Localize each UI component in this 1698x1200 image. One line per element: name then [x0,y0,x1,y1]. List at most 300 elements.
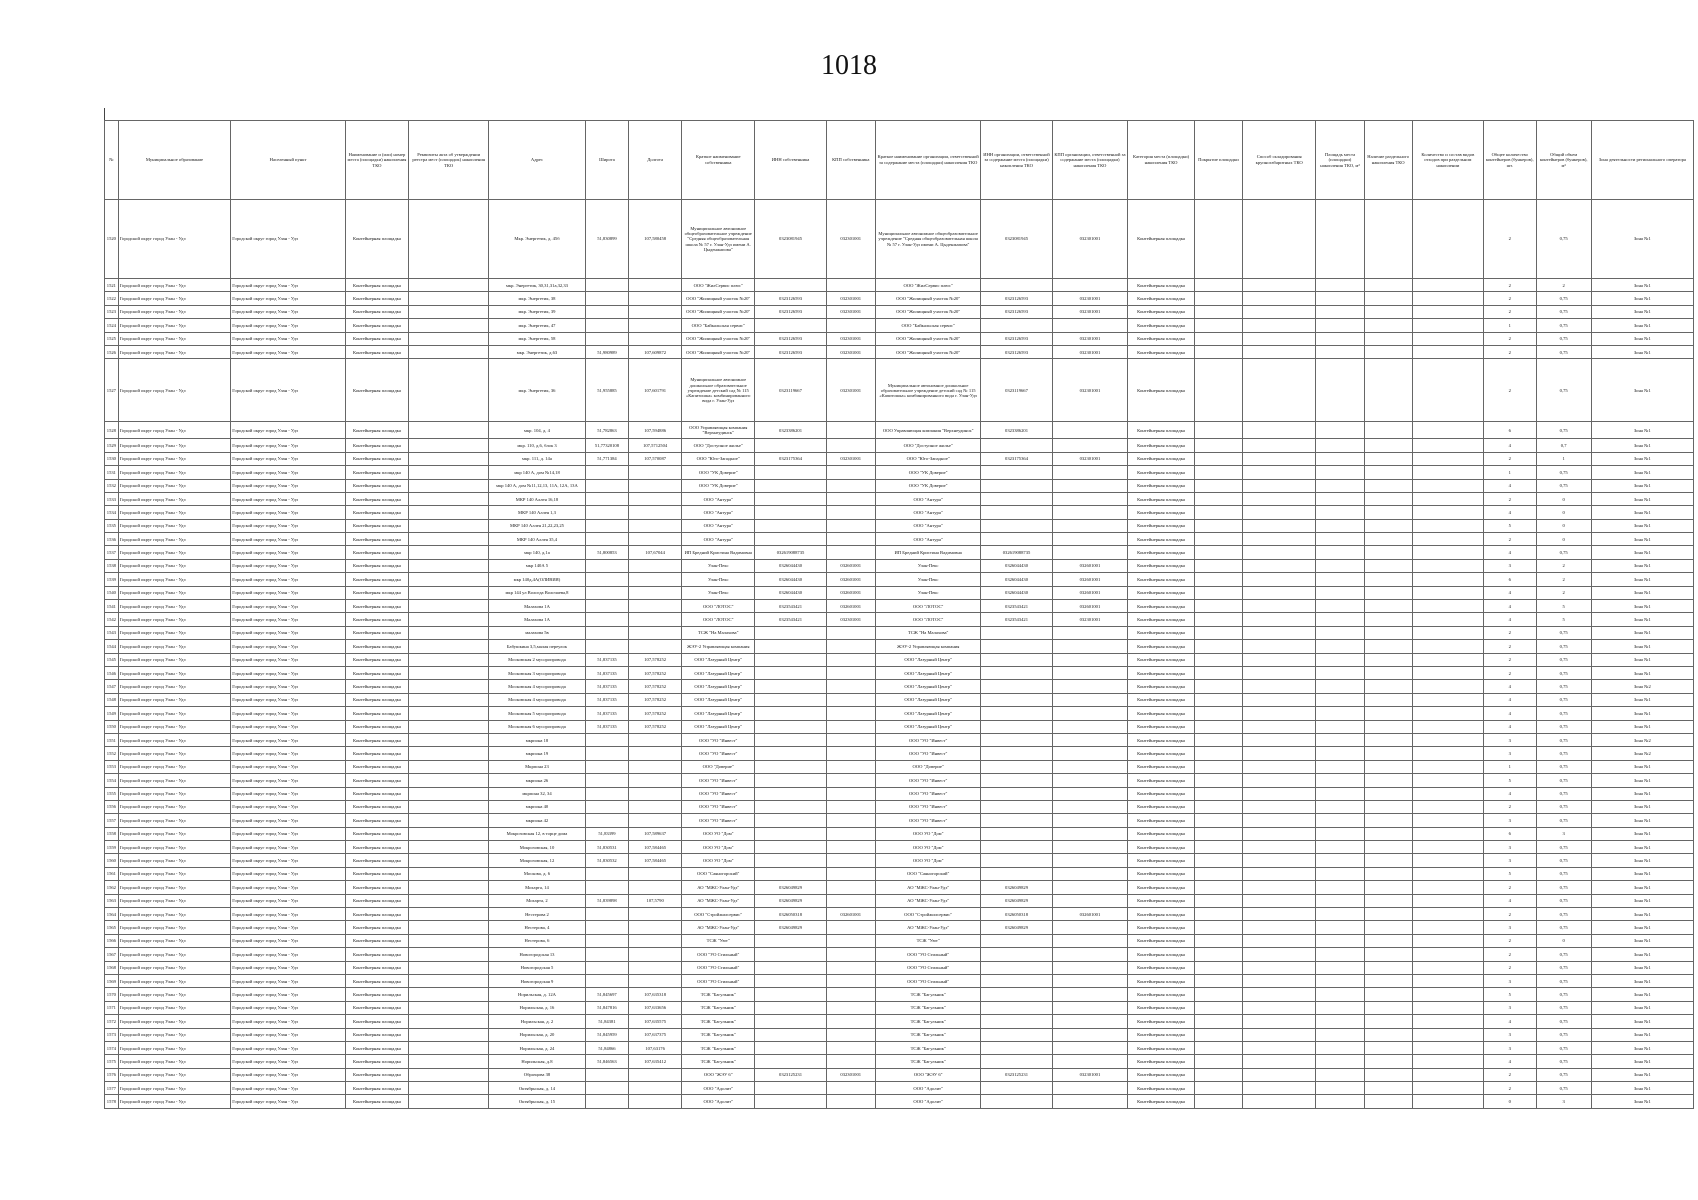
cell-oinn [755,319,826,332]
cell-cnt: 4 [1483,506,1536,519]
cell-bulk [1242,948,1315,961]
cell-cnt: 6 [1483,827,1536,840]
cell-oinn [755,653,826,666]
cell-vol: 5 [1536,600,1591,613]
cell-sep [1364,733,1412,746]
cell-cover [1194,707,1242,720]
cell-np: Городской округ город Улан - Удэ [231,319,346,332]
cell-np: Городской округ город Улан - Удэ [231,200,346,279]
cell-bulk [1242,466,1315,479]
cell-act [409,573,489,586]
cell-mo: Городской округ город Улан - Удэ [118,921,230,934]
cell-addr: мкр. Энергетик, 58 [489,332,585,345]
cell-cat: Контейнерная площадка [1128,613,1195,626]
cell-addr: Мокрозовская, 12 [489,854,585,867]
cell-cat: Контейнерная площадка [1128,974,1195,987]
cell-okpp [826,533,875,546]
cell-act [409,720,489,733]
cell-n: 1557 [105,814,119,827]
cell-cnt: 5 [1483,519,1536,532]
cell-lon [629,319,682,332]
cell-act [409,800,489,813]
cell-zone: Зона №1 [1591,533,1693,546]
cell-kinds [1412,747,1483,760]
cell-area [1316,600,1364,613]
cell-mo: Городской округ город Улан - Удэ [118,666,230,679]
cell-addr: Норильская, д. 24 [489,1041,585,1054]
cell-cat: Контейнерная площадка [1128,479,1195,492]
cell-cover [1194,814,1242,827]
cell-bulk [1242,908,1315,921]
cell-np: Городской округ город Улан - Удэ [231,519,346,532]
cell-area [1316,1041,1364,1054]
cell-oinn [755,693,826,706]
cell-addr: Норильская, д. 20 [489,1028,585,1041]
cell-kpp [1052,319,1128,332]
cell-cat: Контейнерная площадка [1128,439,1195,452]
cell-inn [981,961,1052,974]
cell-cnt: 1 [1483,319,1536,332]
cell-inn [981,787,1052,800]
cell-lon [629,533,682,546]
cell-mo: Городской округ город Улан - Удэ [118,747,230,760]
cell-cover [1194,733,1242,746]
cell-lon: 107,584465 [629,841,682,854]
cell-okpp: 032601001 [826,573,875,586]
cell-okpp [826,439,875,452]
cell-oinn: 0323386201 [755,422,826,439]
cell-lon [629,586,682,599]
cell-zone: Зона №1 [1591,787,1693,800]
cell-bulk [1242,666,1315,679]
cell-bulk [1242,881,1315,894]
cell-lon [629,305,682,318]
cell-act [409,1082,489,1095]
cell-bulk [1242,1015,1315,1028]
cell-lat: 51,980989 [585,345,629,358]
cell-kinds [1412,345,1483,358]
table-row [105,908,1694,921]
cell-addr: мкр. Энергетик, 38 [489,292,585,305]
cell-vol: 0,75 [1536,666,1591,679]
cell-inn: 0326044430 [981,586,1052,599]
table-row [105,894,1694,907]
cell-okpp [826,1055,875,1068]
cell-vol: 0,75 [1536,841,1591,854]
table-row [105,948,1694,961]
cell-org: ООО "Лазурный Центр" [875,666,981,679]
cell-sep [1364,841,1412,854]
table-row [105,921,1694,934]
cell-cat: Контейнерная площадка [1128,921,1195,934]
cell-act [409,506,489,519]
cell-kpp [1052,733,1128,746]
cell-sep [1364,359,1412,422]
cell-np: Городской округ город Улан - Удэ [231,948,346,961]
cell-kinds [1412,974,1483,987]
cell-bulk [1242,800,1315,813]
cell-name: Контейнерная площадка [345,827,408,840]
cell-cat: Контейнерная площадка [1128,200,1195,279]
cell-org: ООО "Лазурный Центр" [875,680,981,693]
cell-oinn [755,279,826,292]
cell-addr: Московская 6 мусоропровода [489,720,585,733]
cell-lon [629,292,682,305]
cell-n: 1571 [105,1001,119,1014]
cell-cnt: 4 [1483,720,1536,733]
cell-cat: Контейнерная площадка [1128,1028,1195,1041]
cell-n: 1563 [105,894,119,907]
cell-inn [981,733,1052,746]
cell-addr: Октябрьская, д. 14 [489,1082,585,1095]
cell-oinn [755,814,826,827]
cell-cnt: 4 [1483,546,1536,559]
cell-lat: 51,845697 [585,988,629,1001]
cell-area [1316,492,1364,505]
cell-act [409,319,489,332]
cell-kinds [1412,787,1483,800]
cell-oinn [755,533,826,546]
cell-bulk [1242,586,1315,599]
cell-lat [585,640,629,653]
cell-org: ООО "Доверие" [875,760,981,773]
cell-cat: Контейнерная площадка [1128,600,1195,613]
table-row [105,774,1694,787]
cell-cover [1194,519,1242,532]
cell-vol: 0,75 [1536,720,1591,733]
cell-mo: Городской округ город Улан - Удэ [118,1015,230,1028]
column-header: Наименование и (или) номер места (площадки) накопления ТКО [345,121,408,200]
cell-kpp [1052,934,1128,947]
cell-sep [1364,466,1412,479]
table-row [105,787,1694,800]
cell-kpp [1052,422,1128,439]
cell-name: Контейнерная площадка [345,479,408,492]
cell-sep [1364,854,1412,867]
cell-name: Контейнерная площадка [345,948,408,961]
cell-oinn: 032619088735 [755,546,826,559]
cell-owner: ООО "Антура" [682,519,755,532]
cell-inn: 0323081945 [981,200,1052,279]
table-row [105,1068,1694,1081]
cell-mo: Городской округ город Улан - Удэ [118,1068,230,1081]
cell-okpp [826,827,875,840]
cell-org: ООО "Адолит" [875,1095,981,1108]
cell-cover [1194,466,1242,479]
cell-vol: 0,75 [1536,974,1591,987]
cell-cat: Контейнерная площадка [1128,841,1195,854]
cell-lat [585,948,629,961]
cell-okpp [826,854,875,867]
cell-act [409,814,489,827]
cell-np: Городской округ город Улан - Удэ [231,827,346,840]
cell-vol: 0,75 [1536,332,1591,345]
cell-oinn [755,974,826,987]
cell-act [409,519,489,532]
cell-cover [1194,934,1242,947]
cell-sep [1364,279,1412,292]
cell-vol: 0,75 [1536,653,1591,666]
cell-kpp [1052,1082,1128,1095]
cell-cat: Контейнерная площадка [1128,1055,1195,1068]
cell-np: Городской округ город Улан - Удэ [231,1068,346,1081]
column-header: Наличие раздельного накопления ТКО [1364,121,1412,200]
cell-area [1316,666,1364,679]
cell-cnt: 4 [1483,680,1536,693]
cell-zone: Зона №1 [1591,1028,1693,1041]
cell-bulk [1242,292,1315,305]
cell-n: 1550 [105,720,119,733]
cell-inn [981,1001,1052,1014]
cell-kpp [1052,519,1128,532]
cell-mo: Городской округ город Улан - Удэ [118,787,230,800]
cell-oinn: 0323543421 [755,613,826,626]
table-row [105,640,1694,653]
cell-area [1316,1095,1364,1108]
cell-lon: 107,609872 [629,345,682,358]
cell-vol: 0,75 [1536,800,1591,813]
cell-cover [1194,1068,1242,1081]
cell-kinds [1412,1082,1483,1095]
cell-addr: Московская 4 мусоропровода [489,680,585,693]
cell-vol: 0,75 [1536,774,1591,787]
table-row [105,452,1694,465]
cell-np: Городской округ город Улан - Удэ [231,867,346,880]
cell-okpp [826,626,875,639]
cell-cnt: 2 [1483,881,1536,894]
cell-act [409,586,489,599]
cell-lon [629,961,682,974]
cell-area [1316,1055,1364,1068]
cell-cat: Контейнерная площадка [1128,586,1195,599]
cell-cat: Контейнерная площадка [1128,452,1195,465]
cell-zone: Зона №1 [1591,345,1693,358]
cell-act [409,680,489,693]
cell-cnt: 2 [1483,666,1536,679]
cell-np: Городской округ город Улан - Удэ [231,908,346,921]
cell-np: Городской округ город Улан - Удэ [231,292,346,305]
cell-cnt: 3 [1483,1041,1536,1054]
cell-cnt: 0 [1483,1095,1536,1108]
cell-owner: ТСЖ "Багульник" [682,1055,755,1068]
cell-zone: Зона №1 [1591,707,1693,720]
cell-kinds [1412,881,1483,894]
cell-cover [1194,787,1242,800]
cell-act [409,908,489,921]
cell-kinds [1412,988,1483,1001]
table-row [105,422,1694,439]
cell-kpp [1052,666,1128,679]
cell-lon [629,279,682,292]
cell-area [1316,827,1364,840]
cell-oinn [755,666,826,679]
cell-np: Городской округ город Улан - Удэ [231,533,346,546]
cell-act [409,359,489,422]
cell-cover [1194,854,1242,867]
cell-addr: Московская 4 мусоропровода [489,693,585,706]
cell-addr: мкр. Энергетик, 36 [489,359,585,422]
cell-cover [1194,613,1242,626]
cell-kinds [1412,305,1483,318]
cell-np: Городской округ город Улан - Удэ [231,988,346,1001]
cell-addr: Московская 2 мусоропровода [489,653,585,666]
cell-kpp [1052,1001,1128,1014]
cell-act [409,1028,489,1041]
cell-okpp [826,841,875,854]
cell-lat [585,559,629,572]
cell-np: Городской округ город Улан - Удэ [231,680,346,693]
cell-kinds [1412,573,1483,586]
cell-org: ООО "Стройжилсервис" [875,908,981,921]
cell-cover [1194,345,1242,358]
cell-name: Контейнерная площадка [345,466,408,479]
cell-act [409,626,489,639]
cell-okpp [826,319,875,332]
cell-area [1316,733,1364,746]
cell-cnt: 1 [1483,466,1536,479]
cell-area [1316,894,1364,907]
cell-name: Контейнерная площадка [345,680,408,693]
cell-area [1316,854,1364,867]
cell-addr: мкрпона 18 [489,733,585,746]
cell-lat [585,908,629,921]
cell-zone: Зона №1 [1591,854,1693,867]
cell-np: Городской округ город Улан - Удэ [231,666,346,679]
cell-area [1316,747,1364,760]
column-header: Общее количество контейнеров (бункеров), шт. [1483,121,1536,200]
cell-area [1316,693,1364,706]
cell-area [1316,948,1364,961]
cell-name: Контейнерная площадка [345,1041,408,1054]
cell-lat [585,506,629,519]
cell-zone: Зона №1 [1591,974,1693,987]
cell-sep [1364,305,1412,318]
cell-cat: Контейнерная площадка [1128,693,1195,706]
cell-name: Контейнерная площадка [345,1095,408,1108]
cell-kinds [1412,653,1483,666]
cell-cover [1194,988,1242,1001]
cell-org: ООО "Адолит" [875,1082,981,1095]
cell-n: 1520 [105,200,119,279]
cell-cover [1194,1001,1242,1014]
cell-okpp: 032601001 [826,586,875,599]
cell-vol: 0,75 [1536,640,1591,653]
cell-inn [981,693,1052,706]
cell-cat: Контейнерная площадка [1128,345,1195,358]
cell-owner: ООО "УО "Инвест" [682,814,755,827]
cell-bulk [1242,827,1315,840]
cell-inn [981,934,1052,947]
cell-lon [629,974,682,987]
cell-org: ТСЖ "На Малахова" [875,626,981,639]
cell-inn [981,479,1052,492]
cell-mo: Городской округ город Улан - Удэ [118,707,230,720]
cell-cat: Контейнерная площадка [1128,827,1195,840]
cell-vol: 0,75 [1536,814,1591,827]
cell-oinn [755,1055,826,1068]
cell-zone: Зона №1 [1591,800,1693,813]
cell-lat [585,974,629,987]
cell-bulk [1242,479,1315,492]
cell-cnt: 2 [1483,200,1536,279]
cell-cat: Контейнерная площадка [1128,492,1195,505]
table-row [105,1041,1694,1054]
cell-cat: Контейнерная площадка [1128,961,1195,974]
cell-okpp [826,881,875,894]
cell-cover [1194,573,1242,586]
cell-org: ООО "Антура" [875,533,981,546]
cell-name: Контейнерная площадка [345,800,408,813]
cell-oinn [755,961,826,974]
cell-okpp [826,934,875,947]
cell-n: 1566 [105,934,119,947]
cell-lat [585,1095,629,1108]
cell-owner: ООО "ЖилСервис плюс" [682,279,755,292]
cell-lon [629,1082,682,1095]
cell-mo: Городской округ город Улан - Удэ [118,693,230,706]
cell-lon [629,747,682,760]
cell-org: ООО "Антура" [875,519,981,532]
cell-oinn [755,760,826,773]
cell-lat: 51,837135 [585,693,629,706]
cell-bulk [1242,626,1315,639]
cell-inn: 0323126593 [981,305,1052,318]
table-row [105,666,1694,679]
cell-owner: ООО "Адолит" [682,1082,755,1095]
cell-inn [981,519,1052,532]
cell-name: Контейнерная площадка [345,279,408,292]
cell-name: Контейнерная площадка [345,319,408,332]
cell-org: ООО "УК Доверие" [875,466,981,479]
cell-name: Контейнерная площадка [345,626,408,639]
cell-bulk [1242,787,1315,800]
cell-owner: Улан-Пекс [682,586,755,599]
cell-zone: Зона №1 [1591,934,1693,947]
cell-inn: 0326050318 [981,908,1052,921]
cell-mo: Городской округ город Улан - Удэ [118,1095,230,1108]
cell-sep [1364,974,1412,987]
cell-area [1316,559,1364,572]
cell-owner: ООО "УО Стильный" [682,948,755,961]
cell-name: Контейнерная площадка [345,613,408,626]
table-row [105,854,1694,867]
cell-owner: ООО "ЖЭУ 6" [682,1068,755,1081]
cell-mo: Городской округ город Улан - Удэ [118,586,230,599]
cell-addr: мкр. 111, д. 14а [489,452,585,465]
cell-act [409,707,489,720]
cell-lat [585,961,629,974]
cell-vol: 0 [1536,492,1591,505]
cell-lon [629,332,682,345]
cell-lat [585,881,629,894]
cell-cover [1194,666,1242,679]
cell-kpp [1052,921,1128,934]
cell-owner: Улан-Пекс [682,559,755,572]
cell-cnt: 2 [1483,1082,1536,1095]
cell-owner: ООО "Антура" [682,492,755,505]
cell-owner: ООО УО "Дом" [682,827,755,840]
cell-owner: ООО "Антура" [682,533,755,546]
cell-bulk [1242,733,1315,746]
cell-cnt: 3 [1483,1001,1536,1014]
cell-cat: Контейнерная площадка [1128,894,1195,907]
cell-oinn: 0326044430 [755,559,826,572]
cell-cat: Контейнерная площадка [1128,506,1195,519]
cell-owner: ООО "Доступное жилье" [682,439,755,452]
cell-okpp [826,974,875,987]
cell-vol: 0,7 [1536,439,1591,452]
cell-addr: мкр. 104, д. 4 [489,422,585,439]
